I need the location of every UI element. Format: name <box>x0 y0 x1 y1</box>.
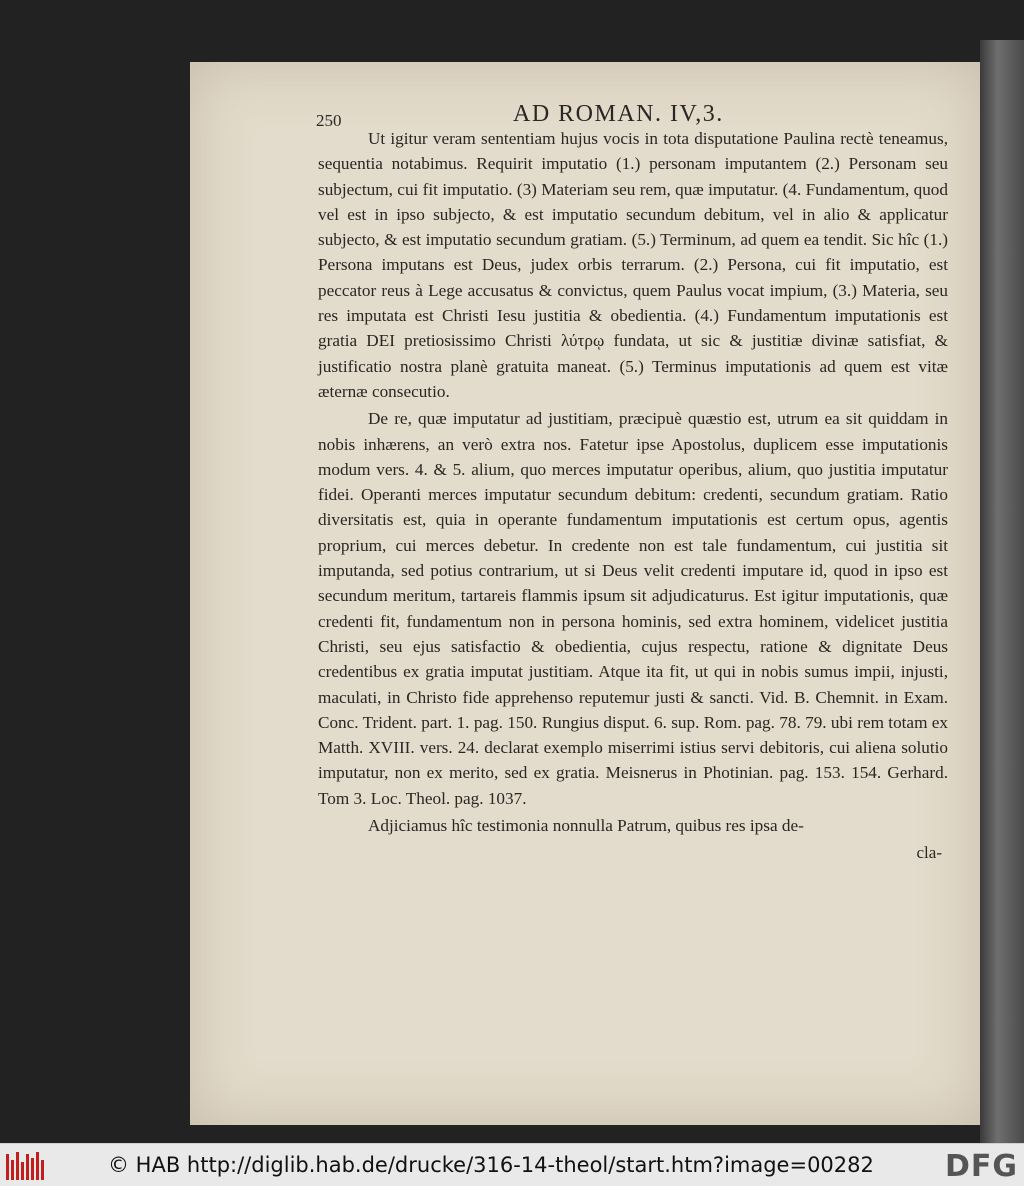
paragraph-3: Adjiciamus hîc testimonia nonnulla Patrum, quibus res ipsa de- <box>368 816 804 836</box>
page-text-block <box>318 102 948 866</box>
catchword: cla- <box>916 843 942 863</box>
book-page <box>190 62 980 1125</box>
paragraph-2: De re, quæ imputatur ad justitiam, præcipuè quæstio est, utrum ea sit quiddam in nobis inhærens, an verò extra nos. Fatetur ipse Apostolus, duplicem esse imputationis modum vers. 4. & 5. alium, quo merces imputatur operibus, alium, quo justitia imputatur fidei. Operanti merces imputatur secundum debitum: credenti, secundum gratiam. Ratio diversitatis est, quia in operante fundamentum imputationis est certum opus, agentis proprium, cui merces debetur. In credente non est tale fundamentum, cui justitia sit imputanda, sed potius contrarium, ut si Deus velit credenti imputare id, quod in ipso est secundum meritum, tartareis flammis ipsum sit adjudicaturus. Est igitur imputationis, quæ credenti fit, fundamentum non in persona hominis, sed extra hominem, videlicet justitia Christi, seu ejus satisfactio & obedientia, cujus respectu, ratione & dignitate Deus credentibus ex gratia imputat justitiam. Atque ita fit, ut qui in nobis sumus impii, injusti, maculati, in Christo fide apprehenso reputemur justi & sancti. Vid. B. Chemnit. in Exam. Conc. Trident. part. 1. pag. 150. Rungius disput. 6. sup. Rom. pag. 78. 79. ubi rem totam ex Matth. XVIII. vers. 24. declarat exemplo miserrimi istius servi debitoris, cui aliena solutio imputatur, non ex merito, sed ex gratia. Meisnerus in Photinian. pag. 153. 154. Gerhard. Tom 3. Loc. Theol. pag. 1037. <box>318 409 948 808</box>
footer-bar <box>0 1143 1024 1186</box>
running-head <box>318 102 948 132</box>
copyright-url[interactable]: © HAB http://diglib.hab.de/drucke/316-14-theol/start.htm?image=00282 <box>108 1153 874 1177</box>
next-page-edge <box>980 40 1024 1143</box>
dfg-logo: DFG <box>944 1149 1018 1184</box>
paragraph-1: Ut igitur veram sententiam hujus vocis in tota disputatione Paulina rectè teneamus, sequentia notabimus. Requirit imputatio (1.) personam imputantem (2.) Personam seu subjectum, cui fit imputatio. (3) Materiam seu rem, quæ imputatur. (4. Fundamentum, quod vel est in ipso subjecto, & est imputatio secundum debitum, vel in alio & applicatur subjecto, & est imputatio secundum gratiam. (5.) Terminum, ad quem ea tendit. Sic hîc (1.) Persona imputans est Deus, judex orbis terrarum. (2.) Persona, cui fit imputatio, est peccator reus à Lege accusatus & convictus, quem Paulus vocat impium, (3.) Materia, seu res imputata est Christi Iesu justitia & obedientia. (4.) Fundamentum imputationis est gratia DEI pretiosissimo Christi λύτρῳ fundata, ut sic & justitiæ divinæ satisfiat, & justificatio nostra planè gratuita maneat. (5.) Terminus imputationis ad quem est vitæ æternæ consecutio. <box>318 129 948 401</box>
hab-logo-icon <box>4 1150 48 1180</box>
page-number: 250 <box>316 111 342 130</box>
page-title: AD ROMAN. IV,3. <box>513 101 724 127</box>
